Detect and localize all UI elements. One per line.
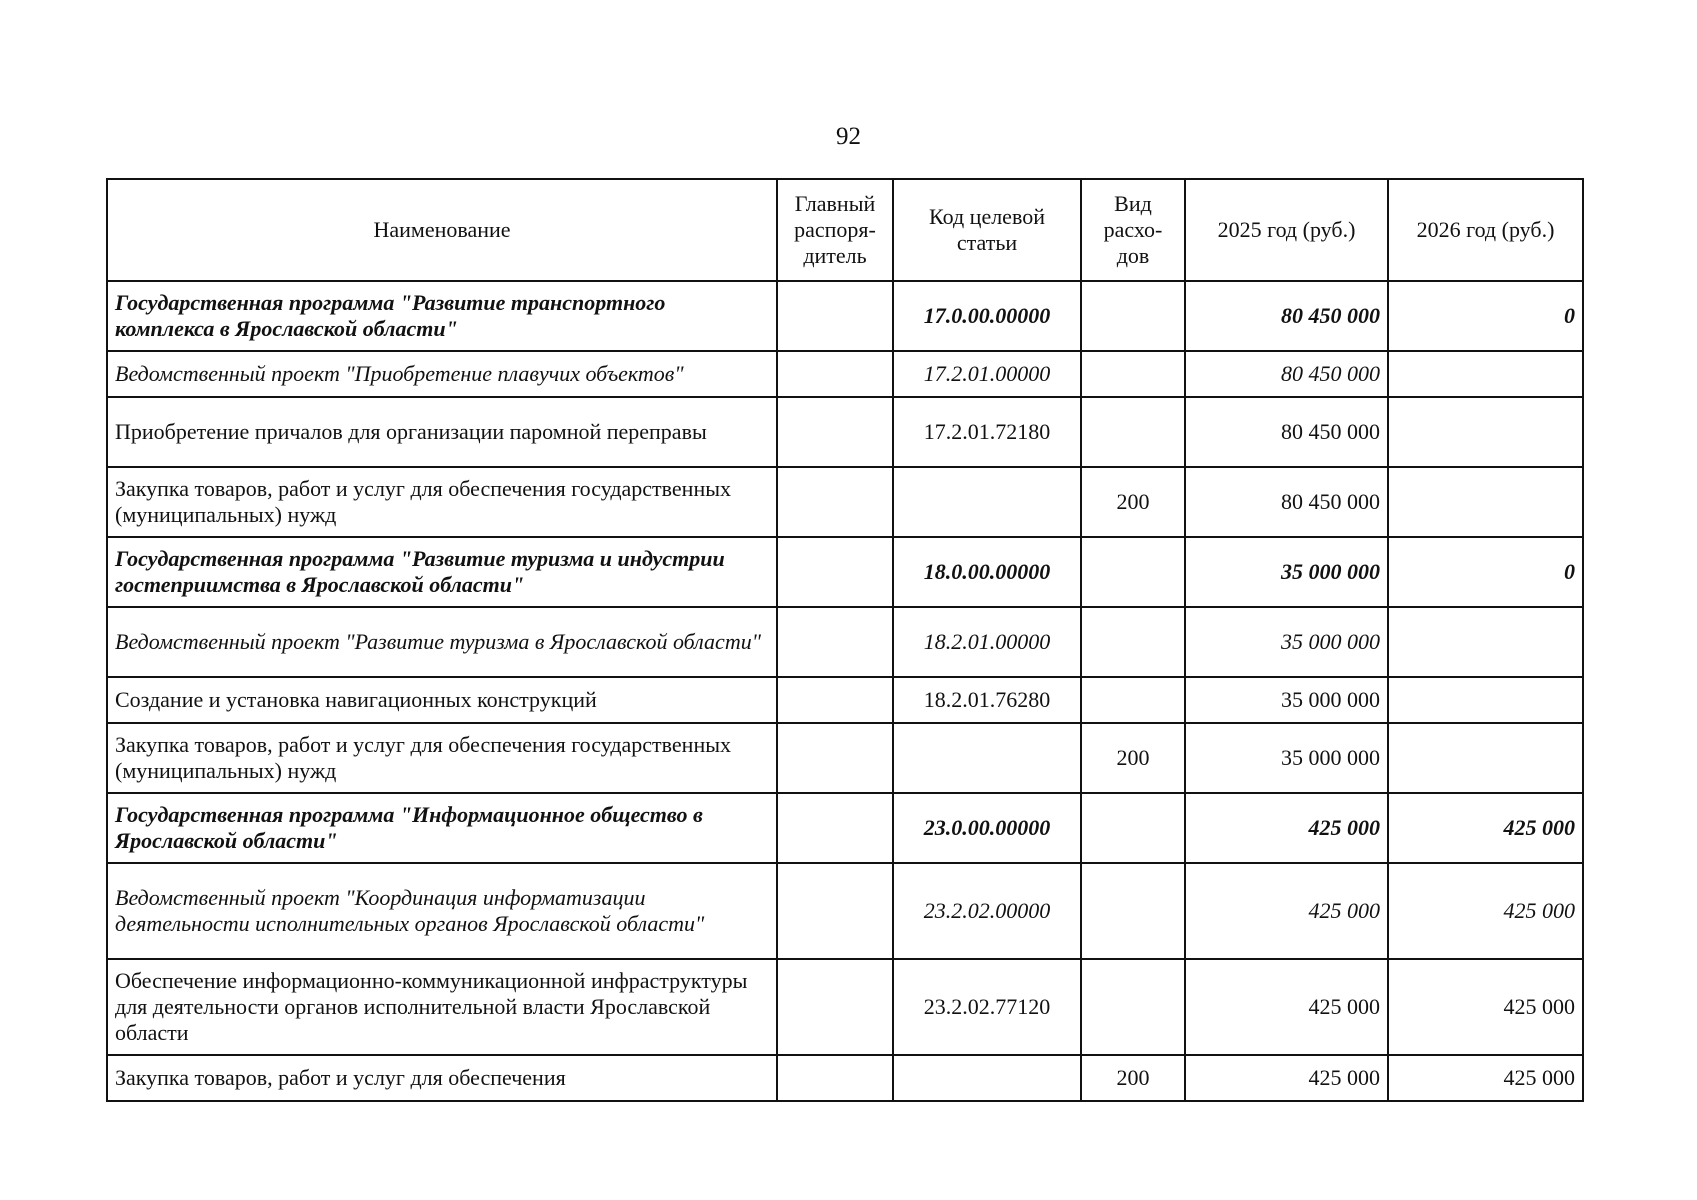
cell-manager — [777, 959, 893, 1055]
cell-name: Государственная программа "Информационное общество в Ярославской области" — [107, 793, 777, 863]
cell-y2025: 425 000 — [1185, 793, 1388, 863]
cell-kind — [1081, 959, 1185, 1055]
table-row — [107, 537, 1583, 607]
cell-name: Создание и установка навигационных конструкций — [107, 677, 777, 723]
cell-kind — [1081, 537, 1185, 607]
cell-y2025: 425 000 — [1185, 959, 1388, 1055]
cell-y2025: 425 000 — [1185, 863, 1388, 959]
cell-name: Ведомственный проект "Приобретение плавучих объектов" — [107, 351, 777, 397]
cell-code: 18.0.00.00000 — [893, 537, 1081, 607]
cell-code: 17.2.01.00000 — [893, 351, 1081, 397]
cell-code — [893, 723, 1081, 793]
table-header-row — [107, 179, 1583, 281]
cell-y2026: 0 — [1388, 281, 1583, 351]
cell-kind — [1081, 607, 1185, 677]
cell-name: Государственная программа "Развитие транспортного комплекса в Ярославской области" — [107, 281, 777, 351]
cell-y2025: 80 450 000 — [1185, 281, 1388, 351]
cell-y2026 — [1388, 467, 1583, 537]
table-body — [107, 281, 1583, 1101]
cell-name: Ведомственный проект "Координация информатизации деятельности исполнительных органов Ярославской области" — [107, 863, 777, 959]
cell-name: Обеспечение информационно-коммуникационной инфраструктуры для деятельности органов исполнительной власти Ярославской области — [107, 959, 777, 1055]
cell-code: 17.2.01.72180 — [893, 397, 1081, 467]
page-number: 92 — [836, 123, 861, 150]
cell-manager — [777, 677, 893, 723]
cell-name: Приобретение причалов для организации паромной переправы — [107, 397, 777, 467]
cell-code: 23.2.02.77120 — [893, 959, 1081, 1055]
cell-kind — [1081, 351, 1185, 397]
table-row — [107, 281, 1583, 351]
cell-manager — [777, 793, 893, 863]
cell-y2025: 80 450 000 — [1185, 351, 1388, 397]
cell-y2026: 425 000 — [1388, 863, 1583, 959]
cell-name: Закупка товаров, работ и услуг для обеспечения государственных (муниципальных) нужд — [107, 723, 777, 793]
cell-y2026 — [1388, 351, 1583, 397]
table-row — [107, 607, 1583, 677]
cell-y2026 — [1388, 723, 1583, 793]
cell-name: Закупка товаров, работ и услуг для обеспечения — [107, 1055, 777, 1101]
cell-y2026: 425 000 — [1388, 1055, 1583, 1101]
cell-code: 18.2.01.00000 — [893, 607, 1081, 677]
table-row — [107, 1055, 1583, 1101]
cell-y2025: 80 450 000 — [1185, 397, 1388, 467]
cell-kind: 200 — [1081, 467, 1185, 537]
cell-code — [893, 467, 1081, 537]
table-row — [107, 959, 1583, 1055]
cell-y2025: 35 000 000 — [1185, 607, 1388, 677]
cell-code: 23.0.00.00000 — [893, 793, 1081, 863]
cell-y2026 — [1388, 397, 1583, 467]
cell-manager — [777, 397, 893, 467]
table-row — [107, 677, 1583, 723]
cell-manager — [777, 723, 893, 793]
table-row — [107, 397, 1583, 467]
cell-code: 17.0.00.00000 — [893, 281, 1081, 351]
cell-kind — [1081, 281, 1185, 351]
header-name: Наименование — [107, 179, 777, 281]
cell-manager — [777, 467, 893, 537]
cell-y2026 — [1388, 677, 1583, 723]
cell-code: 18.2.01.76280 — [893, 677, 1081, 723]
cell-kind: 200 — [1081, 1055, 1185, 1101]
cell-code — [893, 1055, 1081, 1101]
header-2026: 2026 год (руб.) — [1388, 179, 1583, 281]
cell-y2026 — [1388, 607, 1583, 677]
cell-y2025: 425 000 — [1185, 1055, 1388, 1101]
budget-table — [106, 178, 1584, 1102]
cell-manager — [777, 863, 893, 959]
cell-code: 23.2.02.00000 — [893, 863, 1081, 959]
cell-kind — [1081, 397, 1185, 467]
cell-name: Государственная программа "Развитие туризма и индустрии гостеприимства в Ярославской области" — [107, 537, 777, 607]
cell-y2026: 425 000 — [1388, 959, 1583, 1055]
header-manager: Главный распоря-дитель — [777, 179, 893, 281]
cell-y2026: 425 000 — [1388, 793, 1583, 863]
header-code: Код целевой статьи — [893, 179, 1081, 281]
cell-manager — [777, 607, 893, 677]
table-row — [107, 351, 1583, 397]
cell-y2025: 35 000 000 — [1185, 677, 1388, 723]
table-row — [107, 793, 1583, 863]
header-2025: 2025 год (руб.) — [1185, 179, 1388, 281]
cell-kind — [1081, 793, 1185, 863]
cell-manager — [777, 351, 893, 397]
cell-name: Закупка товаров, работ и услуг для обеспечения государственных (муниципальных) нужд — [107, 467, 777, 537]
cell-manager — [777, 281, 893, 351]
cell-y2025: 35 000 000 — [1185, 537, 1388, 607]
cell-manager — [777, 537, 893, 607]
cell-kind: 200 — [1081, 723, 1185, 793]
cell-y2025: 80 450 000 — [1185, 467, 1388, 537]
cell-kind — [1081, 863, 1185, 959]
table-row — [107, 863, 1583, 959]
table-row — [107, 467, 1583, 537]
cell-kind — [1081, 677, 1185, 723]
cell-y2025: 35 000 000 — [1185, 723, 1388, 793]
cell-manager — [777, 1055, 893, 1101]
header-kind: Вид расхо-дов — [1081, 179, 1185, 281]
cell-y2026: 0 — [1388, 537, 1583, 607]
table-row — [107, 723, 1583, 793]
cell-name: Ведомственный проект "Развитие туризма в Ярославской области" — [107, 607, 777, 677]
